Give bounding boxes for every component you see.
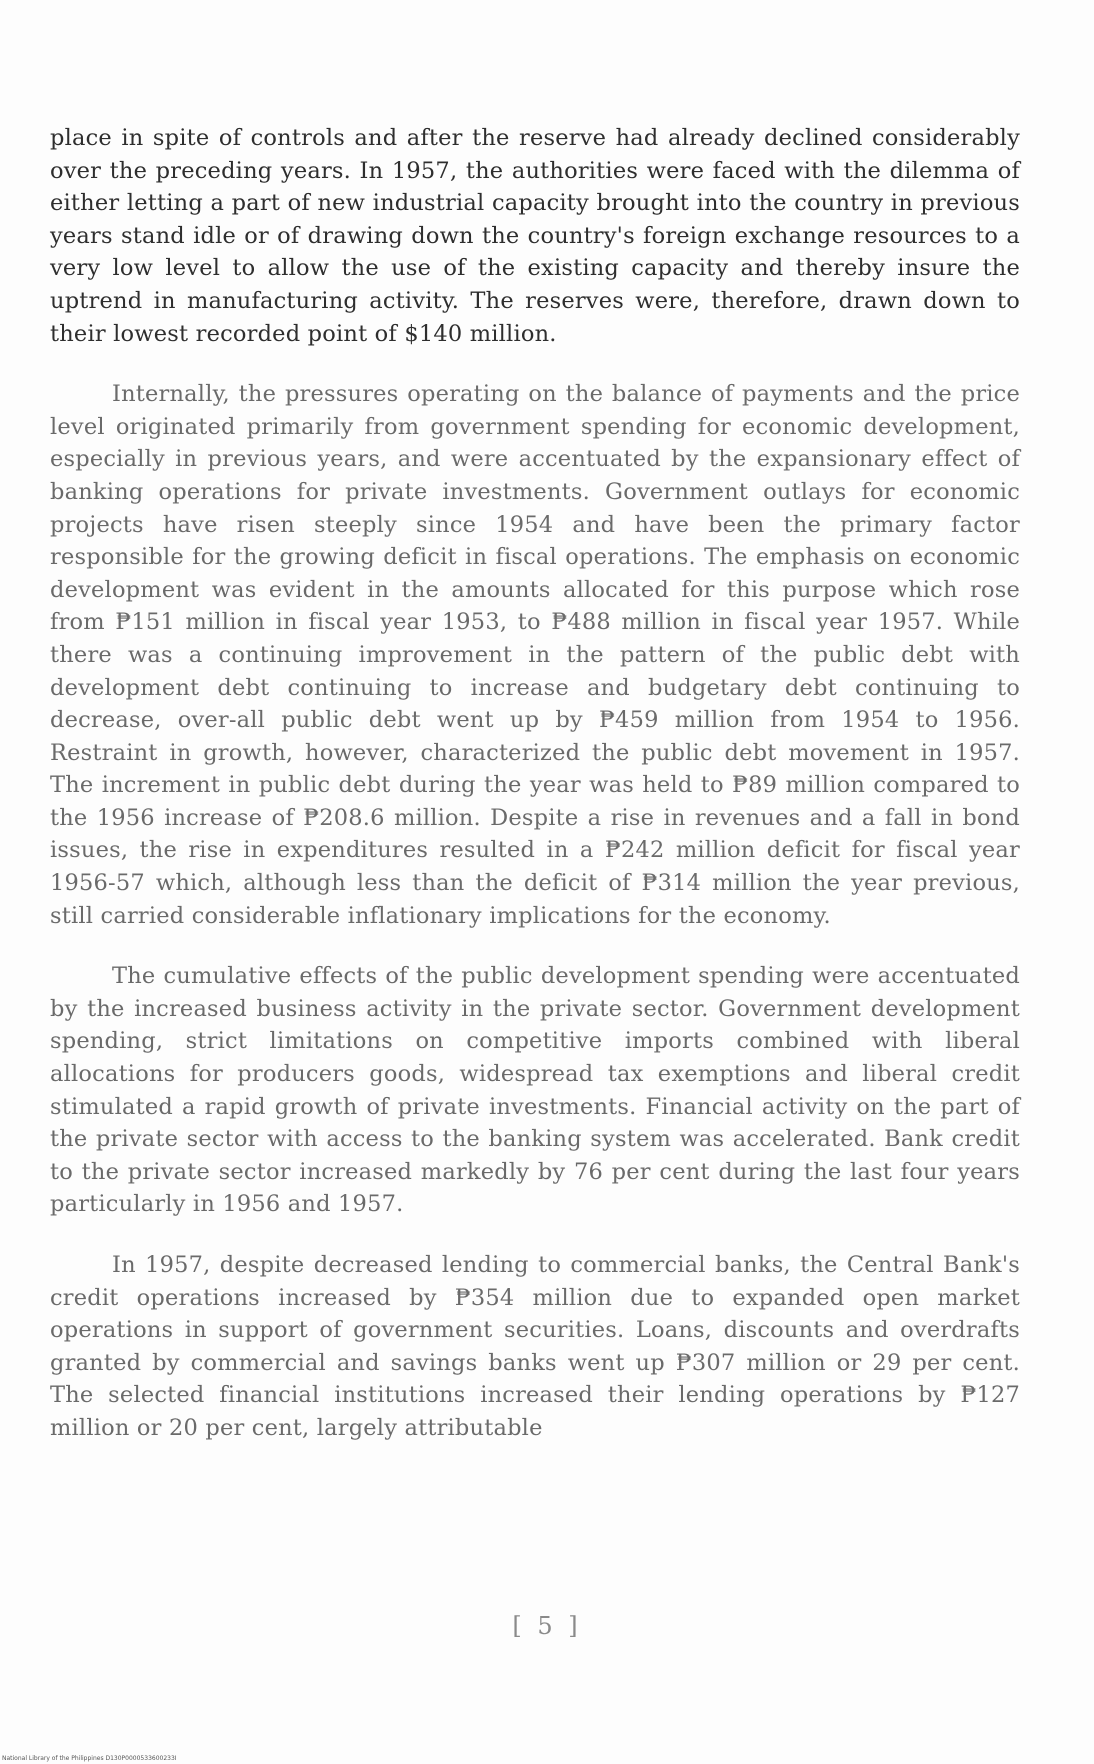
footer-credit: National Library of the Philippines D130P0000533600233I <box>2 1755 177 1762</box>
paragraph-internal-pressures: Internally, the pressures operating on the balance of payments and the price level originated primarily from government spending for economic development, especially in previous years, and were accentuated by the expansionary effect of banking operations for private investments. Government outlays for economic projects have risen steeply since 1954 and have been the primary factor responsible for the growing deficit in fiscal operations. The emphasis on economic development was evident in the amounts allocated for this purpose which rose from ₱151 million in fiscal year 1953, to ₱488 million in fiscal year 1957. While there was a continuing improvement in the pattern of the public debt with development debt continuing to increase and budgetary debt continuing to decrease, over-all public debt went up by ₱459 million from 1954 to 1956. Restraint in growth, however, characterized the public debt movement in 1957. The increment in public debt during the year was held to ₱89 million compared to the 1956 increase of ₱208.6 million. Despite a rise in revenues and a fall in bond issues, the rise in expenditures resulted in a ₱242 million deficit for fiscal year 1956-57 which, although less than the deficit of ₱314 million the year previous, still carried considerable inflationary implications for the economy. <box>50 381 1020 929</box>
body-text <box>50 122 1020 1473</box>
paragraph-central-bank-credit: In 1957, despite decreased lending to commercial banks, the Central Bank's credit operations increased by ₱354 million due to expanded open market operations in support of government securities. Loans, discounts and overdrafts granted by commercial and savings banks went up ₱307 million or 29 per cent. The selected financial institutions increased their lending operations by ₱127 million or 20 per cent, largely attributable <box>50 1252 1020 1441</box>
paragraph-cumulative-effects: The cumulative effects of the public development spending were accentuated by the increased business activity in the private sector. Government development spending, strict limitations on competitive imports combined with liberal allocations for producers goods, widespread tax exemptions and liberal credit stimulated a rapid growth of private investments. Financial activity on the part of the private sector with access to the banking system was accelerated. Bank credit to the private sector increased markedly by 76 per cent during the last four years particularly in 1956 and 1957. <box>50 963 1020 1218</box>
paragraph-reserve-decline: place in spite of controls and after the reserve had already declined considerably over the preceding years. In 1957, the authorities were faced with the dilemma of either letting a part of new industrial capacity brought into the country in previous years stand idle or of drawing down the country's foreign exchange resources to a very low level to allow the use of the existing capacity and thereby insure the uptrend in manufacturing activity. The reserves were, therefore, drawn down to their lowest recorded point of $140 million. <box>50 125 1020 347</box>
page-number: [ 5 ] <box>512 1612 582 1640</box>
